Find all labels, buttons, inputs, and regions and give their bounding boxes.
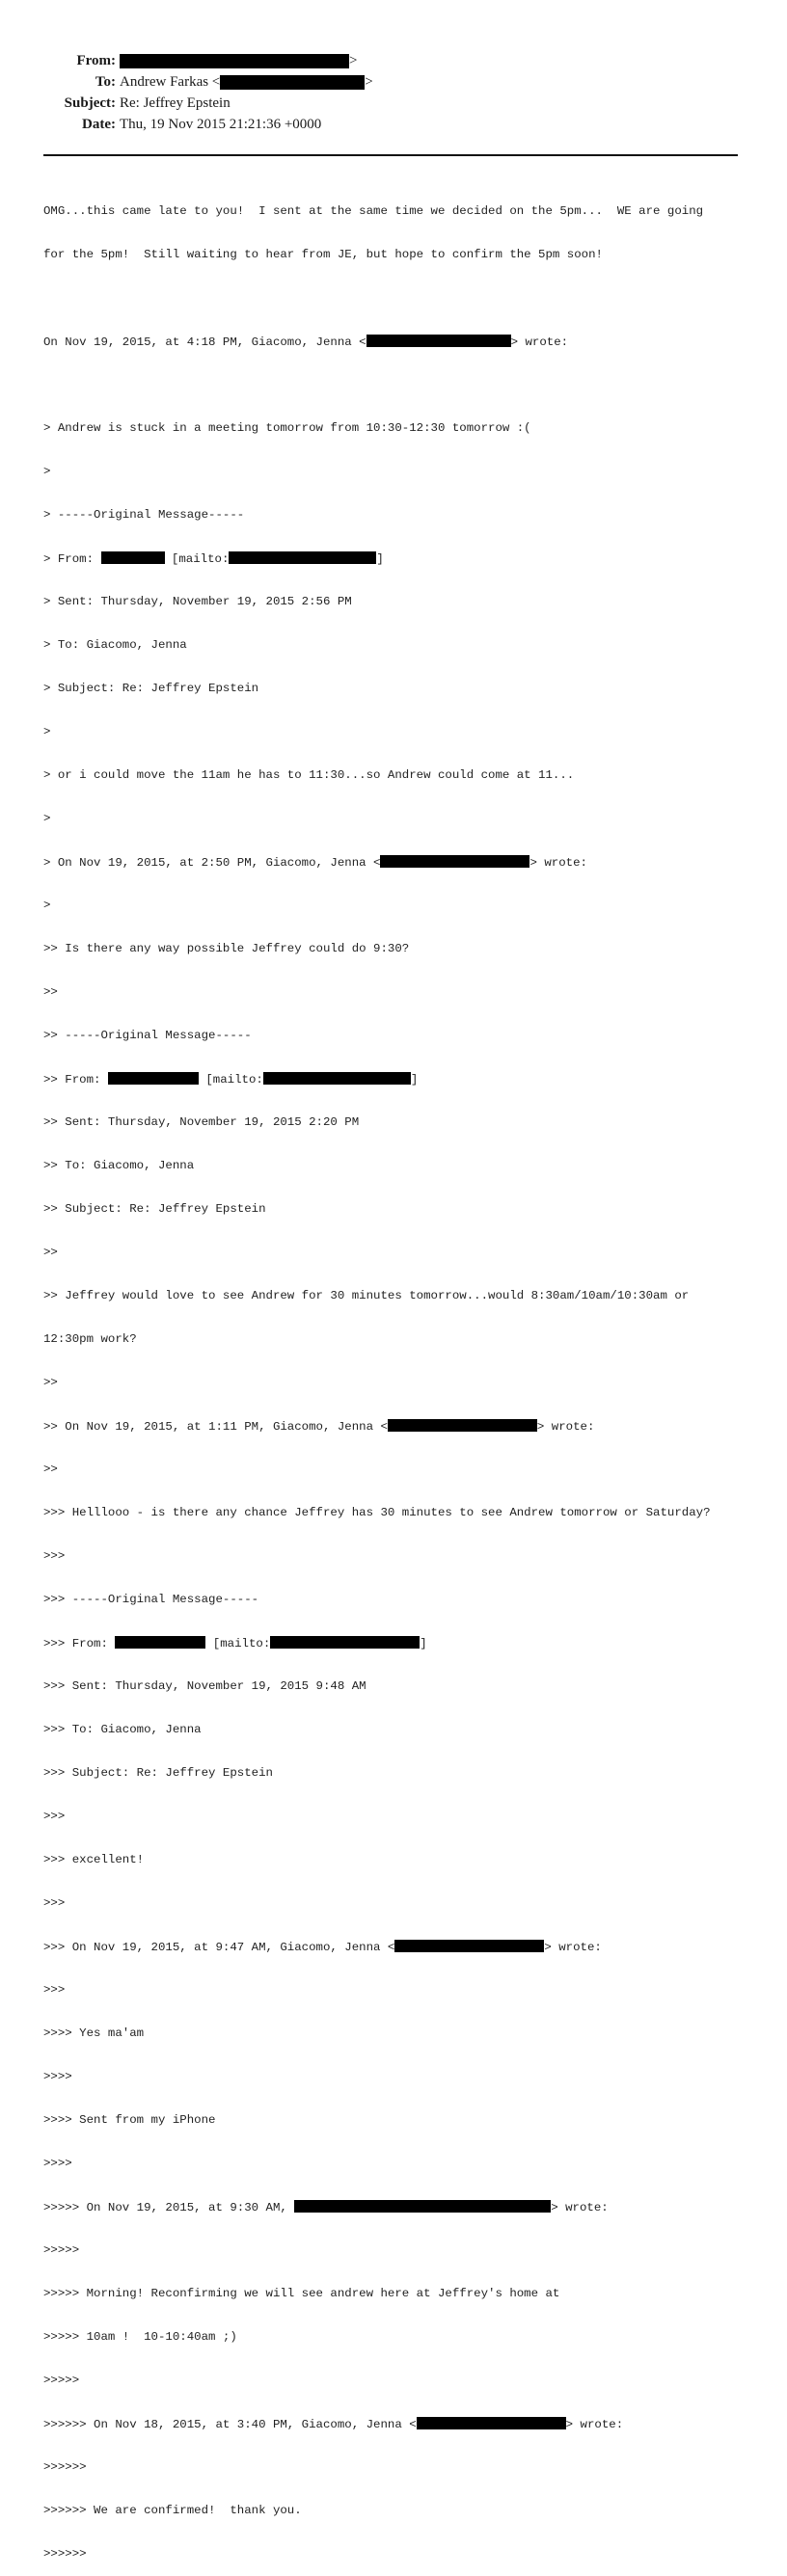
body-line: > -----Original Message----- (43, 508, 245, 522)
from-value: > (120, 50, 357, 71)
to-label: To: (95, 74, 116, 90)
body-line: > or i could move the 11am he has to 11:30...so Andrew could come at 11... (43, 768, 575, 782)
redaction-box (115, 1636, 205, 1649)
body-line: > On Nov 19, 2015, at 2:50 PM, Giacomo, Jenna < > wrote: (43, 856, 587, 870)
body-line: >> On Nov 19, 2015, at 1:11 PM, Giacomo, Jenna < > wrote: (43, 1420, 595, 1434)
redaction-box (108, 1072, 199, 1085)
body-line: >>>> (43, 2157, 72, 2170)
body-line: >> Jeffrey would love to see Andrew for 30 minutes tomorrow...would 8:30am/10am/10:30am or (43, 1289, 690, 1302)
redaction-box (394, 1940, 544, 1952)
redaction-box (220, 75, 365, 90)
to-value: Andrew Farkas < > (120, 74, 373, 90)
body-line: >>>>>> (43, 2460, 87, 2474)
body-line: >> (43, 1376, 58, 1389)
date-value: Thu, 19 Nov 2015 21:21:36 +0000 (120, 117, 322, 132)
subject-row (0, 93, 787, 114)
body-line: >>> (43, 1810, 66, 1823)
body-line: >>> excellent! (43, 1853, 145, 1866)
body-line: >>> Sent: Thursday, November 19, 2015 9:48 AM (43, 1679, 366, 1693)
body-line: >>>>>> On Nov 18, 2015, at 3:40 PM, Giacomo, Jenna < > wrote: (43, 2418, 624, 2431)
body-line: >>> Subject: Re: Jeffrey Epstein (43, 1766, 273, 1780)
redaction-box (388, 1419, 537, 1432)
body-line: > Sent: Thursday, November 19, 2015 2:56 PM (43, 595, 352, 608)
body-line: > (43, 812, 51, 825)
body-line: >>>> (43, 2070, 72, 2083)
body-line: >>>> Yes ma'am (43, 2026, 145, 2040)
body-line: > (43, 465, 51, 478)
email-body (43, 175, 752, 2576)
body-line: > From: [mailto: ] (43, 552, 384, 566)
body-line: >>>> Sent from my iPhone (43, 2113, 216, 2127)
body-line: >>>>> Morning! Reconfirming we will see andrew here at Jeffrey's home at (43, 2287, 560, 2300)
subject-label: Subject: (64, 95, 116, 111)
to-row (0, 71, 787, 93)
redaction-box (229, 551, 376, 564)
body-line: >>> To: Giacomo, Jenna (43, 1723, 202, 1736)
header-divider (43, 154, 738, 156)
date-label: Date: (82, 117, 116, 132)
redaction-box (270, 1636, 420, 1649)
body-line: >> From: [mailto: ] (43, 1073, 419, 1087)
body-line: OMG...this came late to you! I sent at the same time we decided on the 5pm... WE are going (43, 204, 704, 218)
body-line: >> Is there any way possible Jeffrey could do 9:30? (43, 942, 410, 955)
redaction-box (101, 551, 165, 564)
redaction-box (263, 1072, 411, 1085)
date-row (0, 114, 787, 135)
email-header (0, 50, 787, 135)
body-line: >>> (43, 1549, 66, 1563)
body-line: >>>>> (43, 2243, 80, 2257)
body-line: >>> From: [mailto: ] (43, 1637, 427, 1650)
body-line: >> Sent: Thursday, November 19, 2015 2:20 PM (43, 1115, 360, 1129)
body-line: >>>>>> (43, 2547, 87, 2561)
redaction-box (417, 2417, 566, 2429)
body-line: >>>>>> We are confirmed! thank you. (43, 2504, 302, 2517)
from-label: From: (76, 53, 116, 68)
body-line: >>> On Nov 19, 2015, at 9:47 AM, Giacomo, Jenna < > wrote: (43, 1941, 602, 1954)
from-row (0, 50, 787, 71)
redaction-box (366, 335, 511, 347)
body-line: >> -----Original Message----- (43, 1029, 252, 1042)
body-line: >> Subject: Re: Jeffrey Epstein (43, 1202, 266, 1216)
body-line: > Andrew is stuck in a meeting tomorrow from 10:30-12:30 tomorrow :( (43, 421, 531, 435)
body-line: > (43, 725, 51, 738)
body-line: > Subject: Re: Jeffrey Epstein (43, 682, 259, 695)
subject-value: Re: Jeffrey Epstein (120, 95, 231, 111)
body-line: >> (43, 1246, 58, 1259)
body-line: >>>>> On Nov 19, 2015, at 9:30 AM, > wrote: (43, 2201, 609, 2214)
body-line: >>> (43, 1983, 66, 1997)
body-line: > To: Giacomo, Jenna (43, 638, 187, 652)
body-line: 12:30pm work? (43, 1332, 137, 1346)
body-line: >>> (43, 1896, 66, 1910)
body-line: > (43, 899, 51, 912)
redaction-box (380, 855, 529, 868)
body-line: >> (43, 985, 58, 999)
body-line: >>> Helllooo - is there any chance Jeffrey has 30 minutes to see Andrew tomorrow or Saturday? (43, 1506, 711, 1519)
body-line: >>>>> (43, 2374, 80, 2387)
body-line: >>>>> 10am ! 10-10:40am ;) (43, 2330, 237, 2344)
body-line: for the 5pm! Still waiting to hear from JE, but hope to confirm the 5pm soon! (43, 248, 603, 261)
body-line: >>> -----Original Message----- (43, 1593, 259, 1606)
redaction-box (294, 2200, 551, 2213)
body-line: >> To: Giacomo, Jenna (43, 1159, 195, 1172)
body-line: >> (43, 1462, 58, 1476)
body-line: On Nov 19, 2015, at 4:18 PM, Giacomo, Jenna < > wrote: (43, 335, 569, 349)
redaction-box (120, 54, 349, 68)
